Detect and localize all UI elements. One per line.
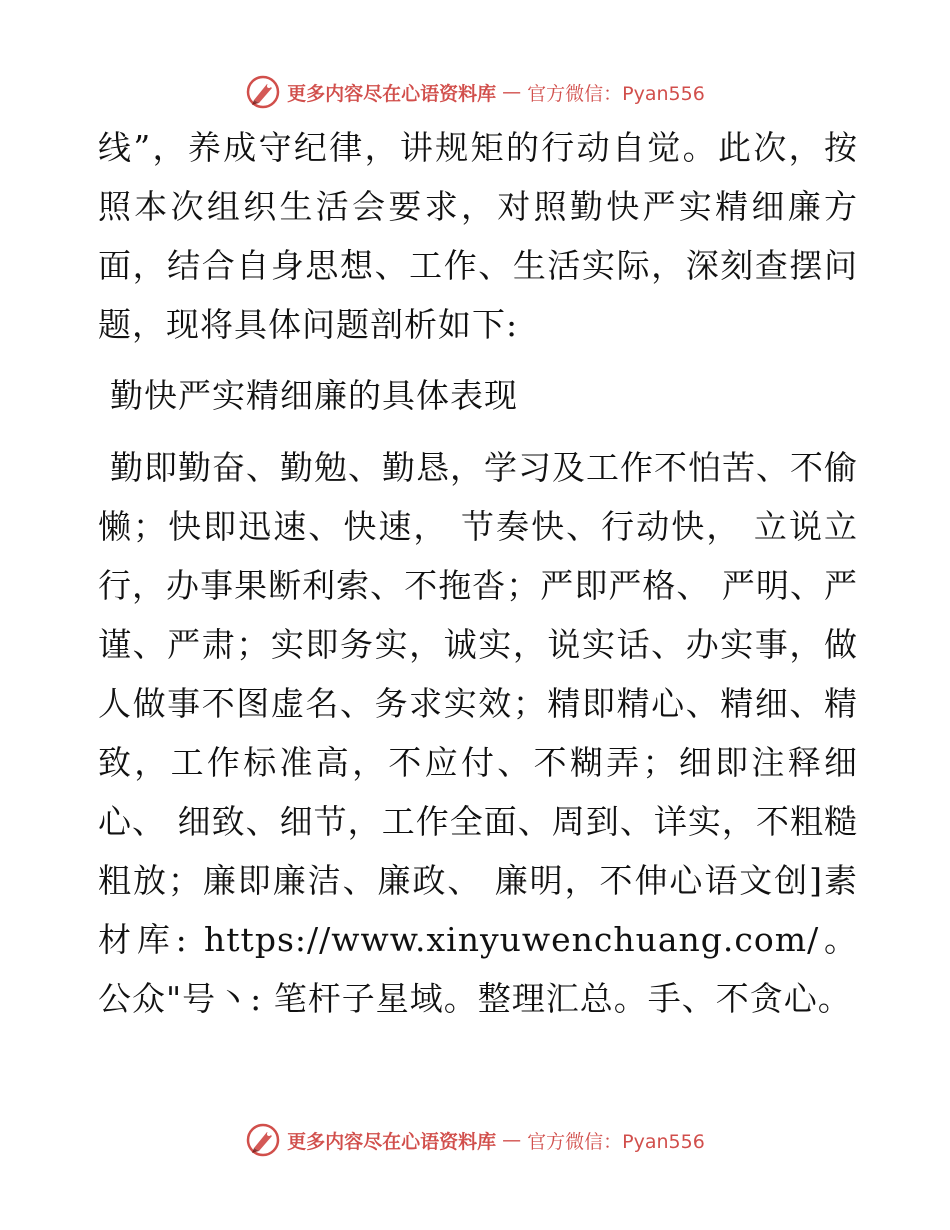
- banner-title: 更多内容尽在心语资料库: [287, 1130, 497, 1153]
- header-banner: [0, 72, 950, 112]
- document-body: [98, 118, 858, 1028]
- pen-nib-logo-icon: [245, 74, 281, 110]
- banner-wechat: 官方微信：Pyan556: [527, 1130, 705, 1153]
- banner-separator: —: [502, 1129, 522, 1151]
- banner-separator: —: [502, 81, 522, 103]
- banner-wechat: 官方微信：Pyan556: [527, 82, 705, 105]
- footer-banner: [0, 1120, 950, 1160]
- pen-nib-logo-icon: [245, 1122, 281, 1158]
- detail-paragraph: 勤即勤奋、勤勉、勤恳，学习及工作不怕苦、不偷懒；快即迅速、快速， 节奏快、行动快， 立说立行，办事果断利索、不拖沓；严即严格、 严明、严谨、严肃；实即务实，诚实，说实话、办实事，做人做事不图虚名、务求实效；精即精心、精细、精致，工作标准高，不应付、不糊弄；细即注释细心、 细致、细节，工作全面、周到、详实，不粗糙粗放；廉即廉洁、廉政、 廉明，不伸心语文创]素材库: https://www.xinyuwenchuang.com/。公众"号丶: 笔杆子星域。整理汇总。手、不贪心。: [98, 448, 858, 1018]
- section-heading: 勤快严实精细廉的具体表现: [110, 376, 518, 415]
- banner-title: 更多内容尽在心语资料库: [287, 82, 497, 105]
- intro-paragraph: 线”，养成守纪律，讲规矩的行动自觉。此次，按照本次组织生活会要求，对照勤快严实精细廉方面，结合自身思想、工作、生活实际，深刻查摆问题，现将具体问题剖析如下:: [98, 128, 858, 344]
